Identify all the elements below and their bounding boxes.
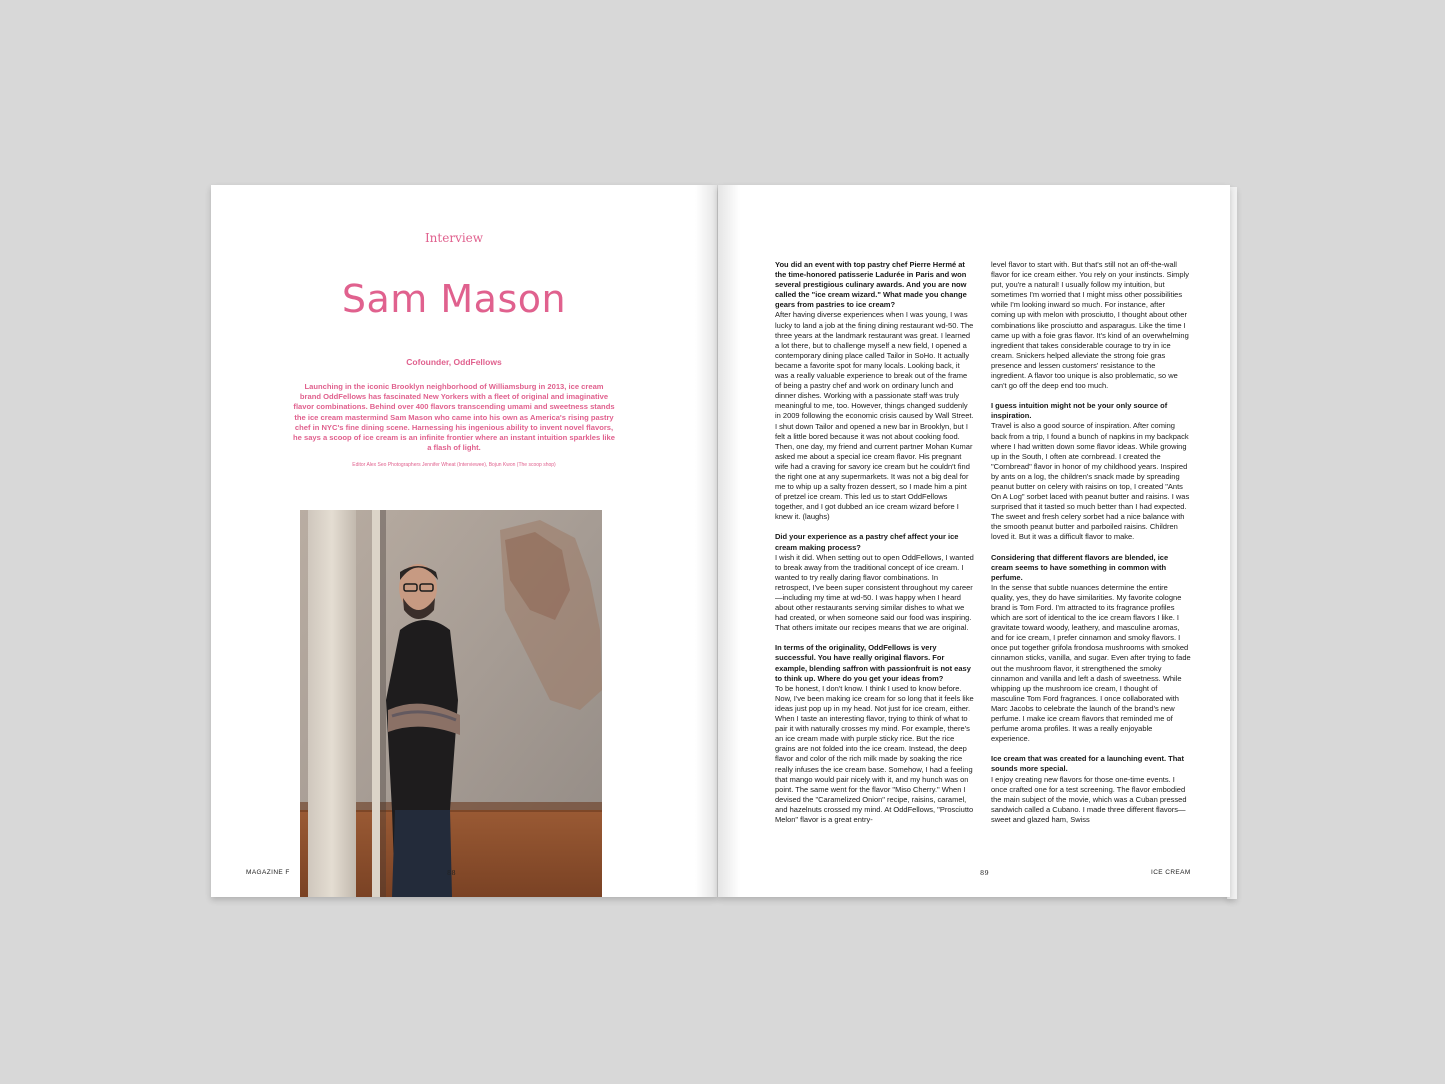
- page-title: Sam Mason: [341, 277, 567, 321]
- answer: I enjoy creating new flavors for those one-time events. I once crafted one for a test screening. The flavor embodied the main subject of the movie, which was a Cuban pressed sandwich called a Cubano. I made three different flavors—sweet and glazed ham, Swiss: [991, 774, 1187, 824]
- qa-block: [991, 260, 1191, 391]
- portrait-photo-illustration: [300, 510, 602, 897]
- question: You did an event with top pastry chef Pierre Hermé at the time-honored patisserie Ladurée in Paris and won several prestigious culinary awards. And you are now called the "ice cream wizard." What made you change gears from pastries to ice cream?: [775, 260, 967, 310]
- magazine-name: MAGAZINE F: [246, 869, 290, 876]
- magazine-spread: [211, 185, 1237, 900]
- section-label: Interview: [424, 231, 484, 245]
- credits-line: Editor Alex Seo Photographers Jennifer Wheat (Interviewee), Bojun Kwon (The scoop shop): [352, 462, 556, 468]
- qa-block: [775, 532, 975, 633]
- subtitle: Cofounder, OddFellows: [406, 357, 502, 367]
- text-column-1: [775, 260, 975, 835]
- question: In terms of the originality, OddFellows is very successful. You have really original flavors. For example, blending saffron with passionfruit is not easy to think up. Where do you get your ideas from?: [775, 643, 971, 683]
- qa-block: [991, 553, 1191, 745]
- qa-block: [775, 643, 975, 825]
- right-page: [718, 185, 1230, 897]
- qa-block: [775, 260, 975, 522]
- portrait-photo: [300, 510, 602, 897]
- qa-block: [991, 401, 1191, 542]
- answer: I wish it did. When setting out to open OddFellows, I wanted to break away from the traditional concept of ice cream. I wanted to try really daring flavor combinations. In retrospect, I've been super consistent throughout my career—including my time at wd-50. I was happy when I heard about other restaurants serving similar dishes to what we had created, or when someone said our food was inspiring. That others imitate our recipes means that we are original.: [775, 552, 974, 633]
- question: I guess intuition might not be your only source of inspiration.: [991, 401, 1168, 421]
- lead-paragraph: Launching in the iconic Brooklyn neighborhood of Williamsburg in 2013, ice cream brand OddFellows has fascinated New Yorkers with a fleet of original and imaginative flavor combinations. Behind over 400 flavors transcending umami and sweetness stands the ice cream mastermind Sam Mason who came into his own as America's rising pastry chef in NYC's fine dining scene. Harnessing his ingenious ability to invent novel flavors, he says a scoop of ice cream is an infinite frontier where an instant intuition sparkles like a flash of light.: [293, 382, 615, 453]
- left-page: [211, 185, 717, 897]
- question: Considering that different flavors are blended, ice cream seems to have something in common with perfume.: [991, 552, 1169, 582]
- answer: level flavor to start with. But that's still not an off-the-wall flavor for ice cream either. You rely on your instincts. Simply put, you're a natural! I usually follow my intuition, but sometimes I'm worried that I might miss other possibilities while I'm looking inward so much. For instance, after coming up with melon with prosciutto, I thought about other combinations like prosciutto and asparagus. Like the time I came up with a foie gras flavor. It's kind of an overwhelming ingredient that takes considerable courage to try in ice cream. Snickers helped alleviate the strong foie gras presence and lessen customers' resistance to the ingredient. A flavor too unique is also problematic, so we can't go off the deep end too much.: [991, 260, 1190, 391]
- answer: After having diverse experiences when I was young, I was lucky to land a job at the fining dining restaurant wd-50. The three years at the landmark restaurant was great. I learned a lot there, but to challenge myself a new field, I opened a contemporary dining place called Tailor in SoHo. It actually became a favorite spot for many locals. Looking back, it was a really valuable experience to break out of the frame of being a pastry chef and work on ordinary lunch and dinner dishes. Working with a passionate staff was truly meaningful to me, too. However, things changed suddenly in 2009 following the economic crisis caused by Wall Street. I shut down Tailor and opened a new bar in Brooklyn, but I felt a little bored because it was not about cooking food. Then, one day, my friend and current partner Mohan Kumar asked me about a special ice cream flavor. His pregnant wife had a craving for savory ice cream but he couldn't find the right one at any supermarkets. It was not a big deal for me to whip up a salty frozen dessert, so I made him a pint of pretzel ice cream. This led us to start OddFellows together, and I got dubbed an ice cream wizard before I knew it. (laughs): [775, 310, 974, 522]
- qa-block: [991, 754, 1191, 825]
- page-number-right: 89: [980, 869, 990, 877]
- running-title: ICE CREAM: [1151, 869, 1191, 876]
- answer: In the sense that subtle nuances determine the entire quality, yes, they do have similarities. My favorite cologne brand is Tom Ford. I'm attracted to its fragrance profiles which are sort of identical to the ice cream flavors I like. I gravitate toward woody, leathery, and masculine aromas, and for ice cream, I prefer cinnamon and smoky flavors. I once put together grifola frondosa mushrooms with smoked cinnamon sticks, vanilla, and sugar. Even after trying to fade out the mushroom flavor, it strengthened the smoky cinnamon and vanilla and left a dash of sweetness. While whipping up the mushroom ice cream, I thought of masculine Tom Ford fragrances. I once collaborated with Marc Jacobs to celebrate the launch of the brand's new perfume. I make ice cream flavors that reminded me of perfume aroma profiles. It was a really enjoyable experience.: [991, 582, 1191, 744]
- question: Did your experience as a pastry chef affect your ice cream making process?: [775, 532, 959, 552]
- answer: Travel is also a good source of inspiration. After coming back from a trip, I found a bunch of napkins in my backpack where I had written down some flavor ideas. While growing up in the South, I often ate cornbread. I created the "Cornbread" flavor in honor of my childhood years. Inspired by ants on a log, the children's snack made by spreading peanut butter on celery with raisins on top, I created "Ants On A Log" sorbet laced with peanut butter and raisins. I was surprised that it tasted so much better than I had expected. The sweet and fresh celery sorbet had a nice balance with the smooth peanut butter and parboiled raisins. Children loved it. But it was a difficult flavor to make.: [991, 421, 1190, 542]
- page-number-left: 88: [447, 869, 457, 877]
- answer: To be honest, I don't know. I think I used to know before. Now, I've been making ice cream for so long that it feels like ideas just pop up in my head. Not just for ice cream, either. When I taste an interesting flavor, trying to think of what to pair it with naturally crosses my mind. For example, there's an ice cream made with purple sticky rice. But the rice grains are not folded into the ice cream. Instead, the deep flavor and color of the rich milk made by soaking the rice really infuses the ice cream base. Somehow, I had a feeling that mango would pair nicely with it, and my hunch was on point. The same went for the flavor "Miso Cherry." When I devised the "Caramelized Onion" recipe, raisins, caramel, and hazelnuts crossed my mind. At OddFellows, "Prosciutto Melon" flavor is a great entry-: [775, 683, 974, 824]
- text-column-2: [991, 260, 1191, 835]
- question: Ice cream that was created for a launching event. That sounds more special.: [991, 754, 1184, 774]
